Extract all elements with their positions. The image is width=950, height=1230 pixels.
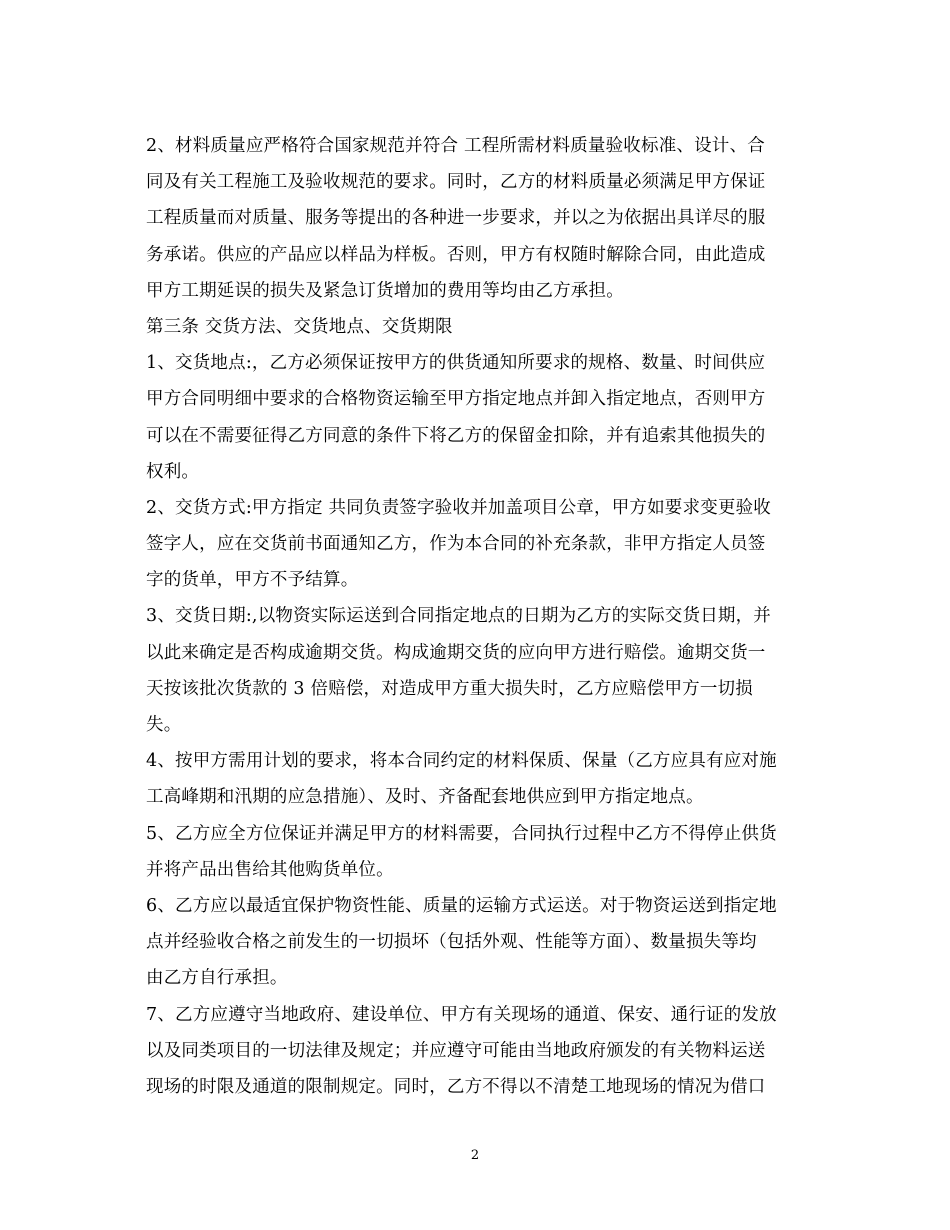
- text-line: 权利。: [146, 461, 200, 482]
- text-line: 甲方工期延误的损失及紧急订货增加的费用等均由乙方承担。: [146, 280, 624, 301]
- text-line: 第三条 交货方法、交货地点、交货期限: [146, 316, 453, 337]
- text-line: 由乙方自行承担。: [146, 968, 288, 989]
- text-line: 并将产品出售给其他购货单位。: [146, 859, 394, 880]
- text-line: 以及同类项目的一切法律及规定；并应遵守可能由当地政府颁发的有关物料运送: [146, 1040, 766, 1061]
- text-line: 务承诺。供应的产品应以样品为样板。否则，甲方有权随时解除合同，由此造成: [146, 244, 766, 265]
- text-line: 以此来确定是否构成逾期交货。构成逾期交货的应向甲方进行赔偿。逾期交货一: [146, 642, 766, 663]
- text-line: 工程质量而对质量、服务等提出的各种进一步要求，并以之为依据出具详尽的服: [146, 208, 766, 229]
- document-body: [146, 128, 806, 1105]
- text-line: 点并经验收合格之前发生的一切损坏（包括外观、性能等方面）、数量损失等均: [146, 932, 757, 953]
- text-line: 工高峰期和汛期的应急措施）、及时、齐备配套地供应到甲方指定地点。: [146, 787, 704, 808]
- text-line: 5、乙方应全方位保证并满足甲方的材料需要，合同执行过程中乙方不得停止供货: [146, 823, 777, 844]
- page-number: 2: [470, 1148, 480, 1163]
- text-line: 现场的时限及通道的限制规定。同时，乙方不得以不清楚工地现场的情况为借口: [146, 1076, 766, 1097]
- text-line: 字的货单，甲方不予结算。: [146, 570, 359, 591]
- text-line: 失。: [146, 715, 182, 735]
- text-line: 签字人，应在交货前书面通知乙方，作为本合同的补充条款，非甲方指定人员签: [146, 534, 766, 555]
- text-line: 甲方合同明细中要求的合格物资运输至甲方指定地点并卸入指定地点，否则甲方: [146, 389, 766, 410]
- text-line: 同及有关工程施工及验收规范的要求。同时，乙方的材料质量必须满足甲方保证: [146, 172, 766, 193]
- text-line: 6、乙方应以最适宜保护物资性能、质量的运输方式运送。对于物资运送到指定地: [146, 895, 777, 916]
- text-line: 3、交货日期:,以物资实际运送到合同指定地点的日期为乙方的实际交货日期，并: [146, 606, 771, 627]
- text-line: 可以在不需要征得乙方同意的条件下将乙方的保留金扣除，并有追索其他损失的: [146, 425, 766, 446]
- text-line: 天按该批次货款的 3 倍赔偿，对造成甲方重大损失时，乙方应赔偿甲方一切损: [146, 678, 753, 699]
- text-line: 1、交货地点:，乙方必须保证按甲方的供货通知所要求的规格、数量、时间供应: [146, 353, 766, 374]
- text-line: 4、按甲方需用计划的要求，将本合同约定的材料保质、保量（乙方应具有应对施: [146, 751, 777, 772]
- text-line: 2、材料质量应严格符合国家规范并符合 工程所需材料质量验收标准、设计、合: [146, 136, 765, 156]
- text-line: 2、交货方式:甲方指定 共同负责签字验收并加盖项目公章，甲方如要求变更验收: [146, 497, 771, 518]
- text-line: 7、乙方应遵守当地政府、建设单位、甲方有关现场的通道、保安、通行证的发放: [146, 1004, 777, 1025]
